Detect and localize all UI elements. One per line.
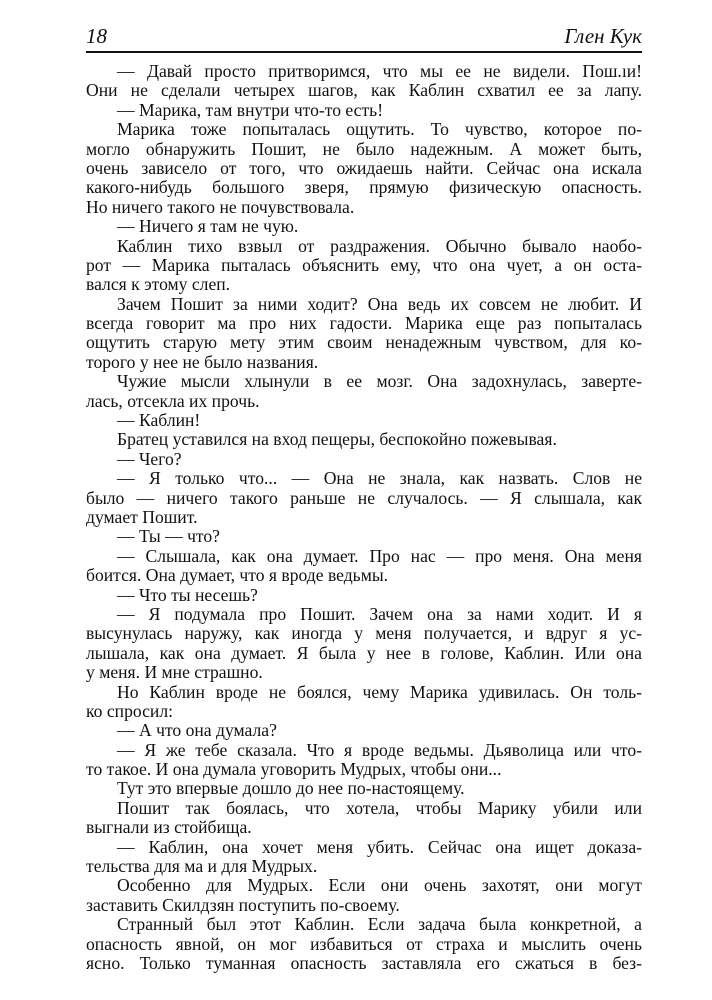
text-line: Каблин тихо взвыл от раздражения. Обычно бывало наобо-	[117, 236, 642, 256]
author-name: Глен Кук	[564, 24, 642, 48]
text-line: — Я подумала про Пошит. Зачем она за нами ходит. И я	[117, 604, 642, 624]
text-line: — Каблин!	[117, 411, 201, 431]
text-line: опасность явной, он мог избавиться от страха и мыслить очень	[86, 934, 642, 954]
text-line: боится. Она думает, что я вроде ведьмы.	[86, 566, 389, 586]
text-line: Братец уставился на вход пещеры, беспокойно пожевывая.	[117, 430, 557, 450]
text-line: вался к этому слеп.	[86, 275, 231, 295]
text-line: — Ты — что?	[117, 527, 220, 547]
text-line: Они не сделали четырех шагов, как Каблин схватил ее за лапу.	[86, 81, 642, 101]
text-line: торого у нее не было названия.	[86, 352, 319, 372]
text-line: — Каблин, она хочет меня убить. Сейчас она ищет доказа-	[117, 837, 642, 857]
text-line: тельства для ма и для Мудрых.	[86, 857, 318, 877]
text-line: всегда говорит ма про них гадости. Марика еще раз попыталась	[86, 314, 642, 334]
text-line: Пошит так боялась, что хотела, чтобы Марику убили или	[117, 798, 642, 818]
text-line: могло обнаружить Пошит, не было надежным. А может быть,	[86, 139, 642, 159]
text-line: Марика тоже попыталась ощутить. То чувство, которое по-	[117, 120, 642, 140]
header-rule	[86, 51, 642, 53]
text-line: лась, отсекла их прочь.	[86, 391, 260, 411]
text-line: Зачем Пошит за ними ходит? Она ведь их совсем не любит. И	[117, 294, 642, 314]
text-line: думает Пошит.	[86, 507, 198, 527]
text-line: — Слышала, как она думает. Про нас — про меня. Она меня	[117, 546, 642, 566]
text-line: Тут это впервые дошло до нее по-настоящему.	[117, 779, 465, 799]
text-line: — Давай просто притворимся, что мы ее не видели. Пош.ıи!	[117, 62, 642, 81]
text-line: Но Каблин вроде не боялся, чему Марика удивилась. Он толь-	[117, 682, 642, 702]
text-line: заставить Скилдзян поступить по-своему.	[86, 895, 400, 915]
text-line: — Ничего я там не чую.	[117, 217, 299, 237]
text-line: выгнали из стойбища.	[86, 818, 252, 838]
text-line: — А что она думала?	[117, 721, 277, 741]
running-header	[86, 20, 642, 50]
text-line: какого-нибудь большого зверя, прямую физическую опасность.	[86, 178, 642, 198]
text-line: Особенно для Мудрых. Если они очень захотят, они могут	[117, 876, 642, 896]
body-text	[86, 62, 642, 973]
text-line: Чужие мысли хлынули в ее мозг. Она задохнулась, заверте-	[117, 372, 642, 392]
text-line: у меня. И мне страшно.	[86, 663, 263, 683]
text-line: — Я же тебе сказала. Что я вроде ведьмы. Дьяволица или что-	[117, 740, 642, 760]
text-line: — Что ты несешь?	[117, 585, 258, 605]
text-line: — Чего?	[117, 449, 182, 469]
text-line: ощутить старую мету этим своим ненадежным чувством, для ко-	[86, 333, 642, 353]
text-line: очень зависело от того, что ожидаешь найти. Сейчас она искала	[86, 158, 642, 178]
text-line: ко спросил:	[86, 701, 173, 721]
text-line: высунулась наружу, как иногда у меня получается, и вдруг я ус-	[86, 624, 642, 644]
text-line: было — ничего такого раньше не случалось. — Я слышала, как	[86, 488, 642, 508]
text-line: Странный был этот Каблин. Если задача была конкретной, а	[117, 915, 642, 935]
text-line: то такое. И она думала уговорить Мудрых, чтобы они...	[86, 760, 502, 780]
text-line: — Марика, там внутри что-то есть!	[117, 100, 384, 120]
text-line: лышала, как она думает. Я была у нее в голове, Каблин. Или она	[86, 643, 642, 663]
text-line: — Я только что... — Она не знала, как назвать. Слов не	[117, 469, 642, 489]
text-line: Но ничего такого не почувствовала.	[86, 197, 355, 217]
text-line: ясно. Только туманная опасность заставляла его сжаться в без-	[86, 953, 642, 973]
text-line: рот — Марика пыталась объяснить ему, что она чует, а он оста-	[86, 255, 642, 275]
page-number: 18	[86, 24, 107, 48]
